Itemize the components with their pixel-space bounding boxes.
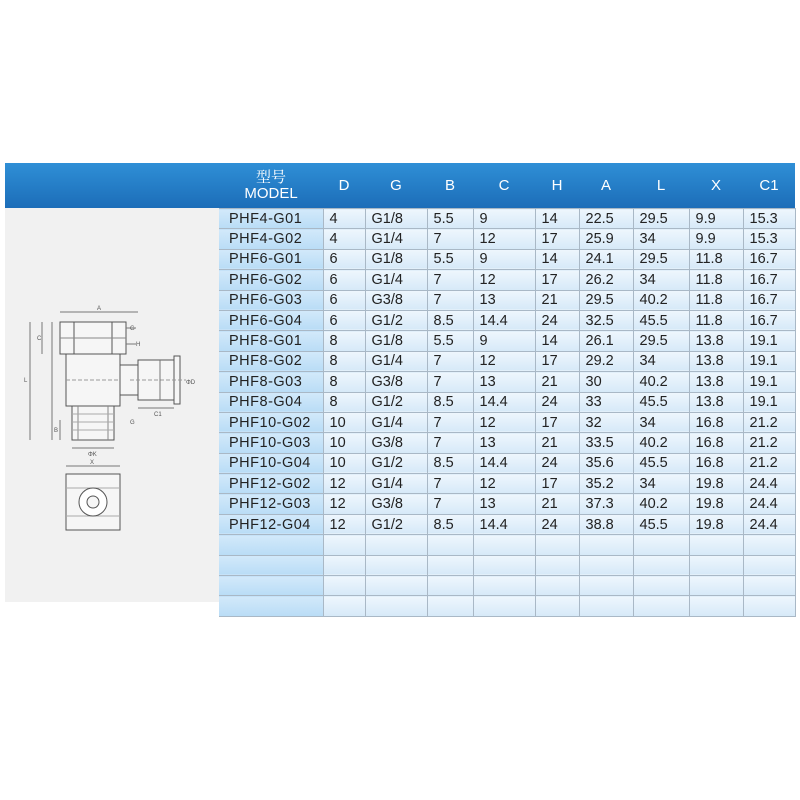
- cell-d: 12: [323, 514, 365, 534]
- empty-row: [219, 535, 795, 555]
- cell-g: G1/8: [365, 331, 427, 351]
- cell-c: 12: [473, 229, 535, 249]
- cell-h: 17: [535, 474, 579, 494]
- cell-b: 7: [427, 412, 473, 432]
- cell-model: PHF6-G01: [219, 249, 323, 269]
- cell-model: PHF4-G02: [219, 229, 323, 249]
- table-row: [219, 433, 795, 453]
- label-a: A: [97, 306, 102, 312]
- empty-cell: [579, 555, 633, 575]
- empty-cell: [689, 555, 743, 575]
- cell-l: 40.2: [633, 433, 689, 453]
- table-row: [219, 392, 795, 412]
- cell-g: G3/8: [365, 290, 427, 310]
- table-row: [219, 412, 795, 432]
- cell-d: 4: [323, 209, 365, 229]
- cell-x: 11.8: [689, 249, 743, 269]
- header-l: L: [656, 177, 666, 194]
- cell-d: 4: [323, 229, 365, 249]
- cell-c1: 16.7: [743, 310, 795, 330]
- cell-model: PHF10-G04: [219, 453, 323, 473]
- cell-c1: 15.3: [743, 209, 795, 229]
- empty-cell: [579, 576, 633, 596]
- header-x: X: [710, 177, 721, 194]
- empty-cell: [219, 576, 323, 596]
- cell-model: PHF10-G03: [219, 433, 323, 453]
- header-b: B: [444, 177, 455, 194]
- empty-cell: [633, 535, 689, 555]
- cell-d: 12: [323, 494, 365, 514]
- cell-a: 22.5: [579, 209, 633, 229]
- cell-b: 8.5: [427, 392, 473, 412]
- cell-h: 14: [535, 249, 579, 269]
- cell-c: 12: [473, 474, 535, 494]
- cell-a: 37.3: [579, 494, 633, 514]
- cell-b: 5.5: [427, 331, 473, 351]
- cell-h: 24: [535, 392, 579, 412]
- cell-c1: 24.4: [743, 474, 795, 494]
- header-model-cn: 型号: [255, 168, 286, 186]
- cell-a: 26.2: [579, 270, 633, 290]
- empty-cell: [365, 535, 427, 555]
- cell-h: 21: [535, 372, 579, 392]
- cell-l: 40.2: [633, 290, 689, 310]
- cell-model: PHF8-G01: [219, 331, 323, 351]
- cell-g: G1/2: [365, 310, 427, 330]
- label-x: X: [90, 460, 95, 466]
- cell-b: 7: [427, 494, 473, 514]
- cell-b: 7: [427, 229, 473, 249]
- cell-c: 14.4: [473, 453, 535, 473]
- empty-cell: [365, 596, 427, 616]
- cell-g: G3/8: [365, 372, 427, 392]
- cell-b: 8.5: [427, 310, 473, 330]
- cell-c: 14.4: [473, 310, 535, 330]
- cell-g: G1/4: [365, 351, 427, 371]
- empty-cell: [689, 596, 743, 616]
- cell-c: 13: [473, 433, 535, 453]
- cell-a: 32: [579, 412, 633, 432]
- empty-cell: [427, 576, 473, 596]
- cell-x: 16.8: [689, 412, 743, 432]
- cell-b: 5.5: [427, 249, 473, 269]
- cell-l: 45.5: [633, 453, 689, 473]
- cell-x: 13.8: [689, 351, 743, 371]
- empty-cell: [633, 596, 689, 616]
- header-g: G: [390, 177, 402, 194]
- cell-c1: 19.1: [743, 372, 795, 392]
- table-row: [219, 229, 795, 249]
- cell-a: 38.8: [579, 514, 633, 534]
- label-l: L: [24, 378, 28, 384]
- table-row: [219, 514, 795, 534]
- cell-h: 24: [535, 514, 579, 534]
- label-g-bottom: G: [130, 420, 135, 426]
- cell-a: 30: [579, 372, 633, 392]
- header-d: D: [338, 177, 350, 194]
- spec-table-body: [219, 209, 795, 617]
- empty-cell: [427, 535, 473, 555]
- table-row: [219, 310, 795, 330]
- cell-b: 5.5: [427, 209, 473, 229]
- cell-model: PHF12-G04: [219, 514, 323, 534]
- cell-d: 10: [323, 433, 365, 453]
- cell-c: 13: [473, 494, 535, 514]
- header-model-en: MODEL: [244, 184, 298, 202]
- cell-a: 35.6: [579, 453, 633, 473]
- cell-g: G3/8: [365, 494, 427, 514]
- cell-g: G1/4: [365, 229, 427, 249]
- cell-l: 34: [633, 270, 689, 290]
- cell-c1: 19.1: [743, 351, 795, 371]
- cell-d: 6: [323, 249, 365, 269]
- empty-cell: [365, 576, 427, 596]
- empty-row: [219, 596, 795, 616]
- cell-l: 45.5: [633, 514, 689, 534]
- cell-x: 11.8: [689, 270, 743, 290]
- cell-h: 21: [535, 433, 579, 453]
- cell-model: PHF8-G02: [219, 351, 323, 371]
- empty-cell: [579, 535, 633, 555]
- empty-cell: [323, 596, 365, 616]
- label-g-top: G: [130, 326, 135, 332]
- table-row: [219, 290, 795, 310]
- table-row: [219, 331, 795, 351]
- cell-d: 10: [323, 453, 365, 473]
- cell-x: 11.8: [689, 310, 743, 330]
- table-row: [219, 209, 795, 229]
- empty-cell: [579, 596, 633, 616]
- label-c1: C1: [154, 412, 162, 418]
- cell-d: 8: [323, 392, 365, 412]
- cell-a: 29.2: [579, 351, 633, 371]
- cell-c1: 24.4: [743, 514, 795, 534]
- cell-b: 7: [427, 474, 473, 494]
- table-row: [219, 270, 795, 290]
- cell-d: 6: [323, 290, 365, 310]
- header-c1: C1: [759, 177, 779, 194]
- cell-c1: 21.2: [743, 412, 795, 432]
- table-row: [219, 494, 795, 514]
- cell-h: 24: [535, 310, 579, 330]
- cell-x: 13.8: [689, 372, 743, 392]
- cell-h: 21: [535, 494, 579, 514]
- cell-c: 9: [473, 249, 535, 269]
- empty-cell: [473, 576, 535, 596]
- table-row: [219, 249, 795, 269]
- empty-cell: [743, 576, 795, 596]
- cell-x: 13.8: [689, 392, 743, 412]
- empty-cell: [323, 576, 365, 596]
- table-row: [219, 351, 795, 371]
- cell-h: 14: [535, 209, 579, 229]
- empty-cell: [219, 535, 323, 555]
- cell-c1: 21.2: [743, 453, 795, 473]
- cell-h: 17: [535, 412, 579, 432]
- label-h: H: [136, 342, 141, 348]
- cell-h: 17: [535, 229, 579, 249]
- table-row: [219, 453, 795, 473]
- cell-l: 34: [633, 229, 689, 249]
- cell-a: 25.9: [579, 229, 633, 249]
- cell-c1: 16.7: [743, 270, 795, 290]
- cell-x: 19.8: [689, 494, 743, 514]
- cell-b: 8.5: [427, 453, 473, 473]
- cell-d: 6: [323, 270, 365, 290]
- empty-cell: [633, 555, 689, 575]
- cell-x: 19.8: [689, 474, 743, 494]
- cell-l: 34: [633, 474, 689, 494]
- empty-row: [219, 576, 795, 596]
- cell-b: 7: [427, 372, 473, 392]
- cell-x: 13.8: [689, 331, 743, 351]
- cell-g: G1/4: [365, 412, 427, 432]
- header-a: A: [600, 177, 611, 194]
- cell-a: 32.5: [579, 310, 633, 330]
- empty-cell: [689, 535, 743, 555]
- header-h: H: [551, 177, 563, 194]
- cell-c1: 16.7: [743, 249, 795, 269]
- cell-c: 12: [473, 270, 535, 290]
- cell-b: 8.5: [427, 514, 473, 534]
- cell-l: 29.5: [633, 331, 689, 351]
- cell-g: G1/8: [365, 209, 427, 229]
- cell-l: 40.2: [633, 372, 689, 392]
- cell-h: 24: [535, 453, 579, 473]
- cell-a: 35.2: [579, 474, 633, 494]
- empty-cell: [219, 555, 323, 575]
- cell-a: 26.1: [579, 331, 633, 351]
- cell-d: 8: [323, 331, 365, 351]
- empty-cell: [473, 596, 535, 616]
- cell-l: 45.5: [633, 310, 689, 330]
- cell-x: 16.8: [689, 433, 743, 453]
- cell-c: 9: [473, 209, 535, 229]
- empty-cell: [365, 555, 427, 575]
- cell-h: 21: [535, 290, 579, 310]
- cell-a: 29.5: [579, 290, 633, 310]
- cell-l: 29.5: [633, 249, 689, 269]
- cell-x: 9.9: [689, 209, 743, 229]
- cell-c: 14.4: [473, 392, 535, 412]
- cell-c: 14.4: [473, 514, 535, 534]
- cell-model: PHF8-G04: [219, 392, 323, 412]
- label-b: B: [54, 428, 59, 434]
- header-model: [219, 163, 323, 209]
- cell-c: 12: [473, 412, 535, 432]
- cell-x: 16.8: [689, 453, 743, 473]
- cell-c1: 16.7: [743, 290, 795, 310]
- cell-g: G3/8: [365, 433, 427, 453]
- empty-cell: [473, 535, 535, 555]
- cell-l: 45.5: [633, 392, 689, 412]
- cell-model: PHF12-G03: [219, 494, 323, 514]
- empty-cell: [535, 596, 579, 616]
- cell-c: 13: [473, 290, 535, 310]
- empty-cell: [743, 596, 795, 616]
- cell-g: G1/4: [365, 270, 427, 290]
- cell-d: 8: [323, 351, 365, 371]
- empty-cell: [535, 576, 579, 596]
- header-row: [219, 163, 795, 209]
- cell-model: PHF6-G04: [219, 310, 323, 330]
- empty-cell: [535, 535, 579, 555]
- cell-c1: 24.4: [743, 494, 795, 514]
- empty-cell: [743, 555, 795, 575]
- cell-d: 10: [323, 412, 365, 432]
- cell-a: 33.5: [579, 433, 633, 453]
- cell-h: 17: [535, 351, 579, 371]
- empty-cell: [633, 576, 689, 596]
- empty-cell: [427, 555, 473, 575]
- cell-model: PHF10-G02: [219, 412, 323, 432]
- cell-model: PHF12-G02: [219, 474, 323, 494]
- cell-c1: 21.2: [743, 433, 795, 453]
- cell-h: 17: [535, 270, 579, 290]
- cell-b: 7: [427, 270, 473, 290]
- cell-c: 13: [473, 372, 535, 392]
- cell-c: 12: [473, 351, 535, 371]
- cell-g: G1/8: [365, 249, 427, 269]
- cell-d: 8: [323, 372, 365, 392]
- empty-cell: [473, 555, 535, 575]
- empty-cell: [427, 596, 473, 616]
- label-k: ΦK: [88, 452, 97, 458]
- cell-a: 33: [579, 392, 633, 412]
- header-c: C: [498, 177, 510, 194]
- cell-l: 34: [633, 412, 689, 432]
- empty-cell: [219, 596, 323, 616]
- empty-cell: [743, 535, 795, 555]
- cell-h: 14: [535, 331, 579, 351]
- cell-g: G1/4: [365, 474, 427, 494]
- cell-d: 6: [323, 310, 365, 330]
- label-c: C: [37, 336, 42, 342]
- cell-model: PHF8-G03: [219, 372, 323, 392]
- cell-b: 7: [427, 351, 473, 371]
- cell-c1: 19.1: [743, 331, 795, 351]
- cell-c1: 15.3: [743, 229, 795, 249]
- empty-cell: [323, 535, 365, 555]
- cell-l: 40.2: [633, 494, 689, 514]
- cell-d: 12: [323, 474, 365, 494]
- cell-c: 9: [473, 331, 535, 351]
- cell-b: 7: [427, 290, 473, 310]
- cell-a: 24.1: [579, 249, 633, 269]
- cell-x: 9.9: [689, 229, 743, 249]
- table-row: [219, 474, 795, 494]
- spec-table: [219, 163, 796, 617]
- cell-model: PHF6-G03: [219, 290, 323, 310]
- empty-row: [219, 555, 795, 575]
- cell-g: G1/2: [365, 514, 427, 534]
- empty-cell: [689, 576, 743, 596]
- cell-x: 11.8: [689, 290, 743, 310]
- cell-c1: 19.1: [743, 392, 795, 412]
- cell-b: 7: [427, 433, 473, 453]
- empty-cell: [323, 555, 365, 575]
- table-row: [219, 372, 795, 392]
- cell-g: G1/2: [365, 392, 427, 412]
- cell-l: 34: [633, 351, 689, 371]
- cell-model: PHF6-G02: [219, 270, 323, 290]
- cell-x: 19.8: [689, 514, 743, 534]
- label-d: ΦD: [186, 380, 196, 386]
- cell-g: G1/2: [365, 453, 427, 473]
- cell-l: 29.5: [633, 209, 689, 229]
- cell-model: PHF4-G01: [219, 209, 323, 229]
- empty-cell: [535, 555, 579, 575]
